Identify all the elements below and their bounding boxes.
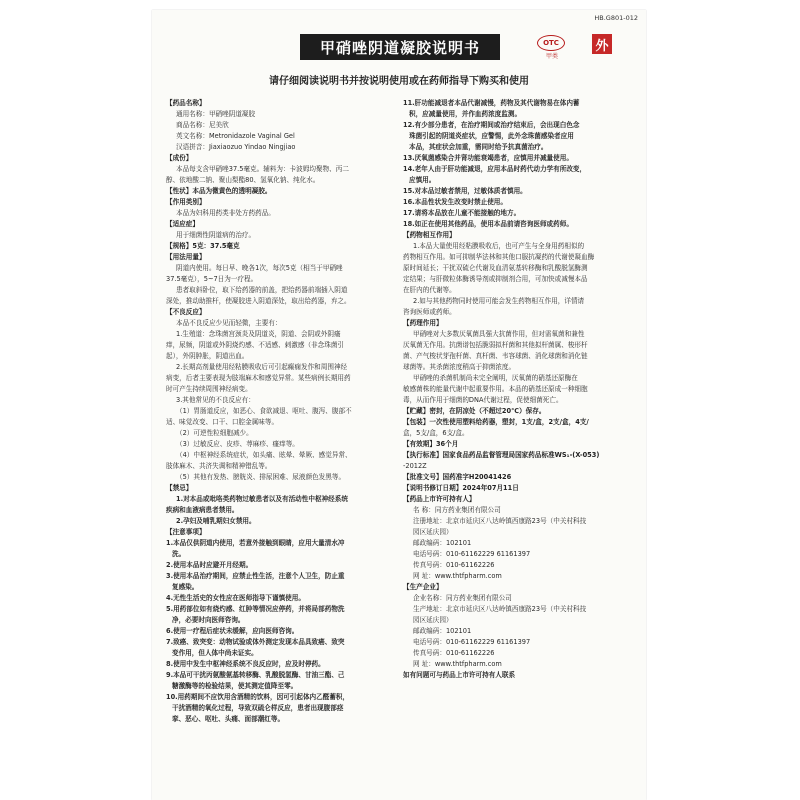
text-line: 邮政编码：102101 bbox=[413, 539, 472, 547]
text-line: 菌、产气梭状芽孢杆菌、真杆菌、韦容球菌、消化球菌和消化链 bbox=[403, 352, 588, 360]
text-line: 球菌等。其杀菌浓度稍高于抑菌浓度。 bbox=[403, 363, 516, 371]
text-line: 时可产生持续周围神经病变。 bbox=[166, 385, 252, 393]
text-line: 盒，5支/盒，6支/盒。 bbox=[403, 429, 469, 437]
text-line: 2.长期高剂量使用经粘膜吸收后可引起癫痫发作和周围神经 bbox=[176, 363, 348, 371]
text-line: 1.本品大量使用经粘膜吸收后，也可产生与全身用药相似的 bbox=[413, 242, 585, 250]
text-line: 毒，从而作用于细菌的DNA代谢过程，促使细菌死亡。 bbox=[403, 396, 563, 404]
reading-notice: 请仔细阅读说明书并按说明使用或在药师指导下购买和使用 bbox=[269, 76, 529, 87]
text-line: 患者取斜卧位，取下给药器的前盖，把给药器前端插入阴道 bbox=[176, 286, 348, 294]
text-line: 定结果；与肝微粒体酶诱导剂或抑制剂合用，可加快或减慢本品 bbox=[403, 275, 588, 283]
text-line: 【禁忌】 bbox=[166, 484, 193, 492]
otc-class-label: 甲类 bbox=[545, 53, 558, 60]
text-line: 网 址：www.thtfpharm.com bbox=[413, 660, 502, 668]
text-line: 【批准文号】国药准字H20041426 bbox=[403, 473, 512, 481]
text-line: （4）中枢神经系统症状，如头痛、眩晕、晕厥、感觉异常、 bbox=[176, 451, 352, 459]
external-use-mark: 外 bbox=[592, 34, 612, 54]
text-line: 名 称：同方药业集团有限公司 bbox=[413, 506, 501, 514]
text-line: 肢体麻木、共济失调和精神错乱等。 bbox=[166, 462, 272, 470]
text-line: 英文名称：Metronidazole Vaginal Gel bbox=[176, 132, 295, 140]
text-line: 适、味觉改变、口干、口腔金属味等。 bbox=[166, 418, 279, 426]
text-line: 园区延庆园） bbox=[413, 528, 453, 536]
text-line: -2012Z bbox=[403, 462, 427, 470]
text-line: 7.致癌、致突变：动物试验或体外测定发现本品具致癌、致突 bbox=[166, 638, 345, 646]
text-line: 【药品上市许可持有人】 bbox=[403, 495, 476, 503]
text-line: 生产地址：北京市延庆区八达岭镇西康路23号（中关村科技 bbox=[413, 605, 587, 613]
text-line: 传真号码：010-61162226 bbox=[413, 649, 495, 657]
text-line: 本品不良反应少见而轻微，主要有： bbox=[176, 319, 282, 327]
text-line: 应慎用。 bbox=[409, 176, 436, 184]
text-line: 变作用，但人体中尚未证实。 bbox=[172, 649, 258, 657]
text-line: 【生产企业】 bbox=[403, 583, 443, 591]
text-line: 电话号码：010-61162229 61161397 bbox=[413, 638, 531, 646]
text-line: 原时间延长；干扰双硫仑代谢及血清氨基转移酶和乳酸脱氢酶测 bbox=[403, 264, 588, 272]
text-line: 电话号码：010-61162229 61161397 bbox=[413, 550, 531, 558]
text-line: 阴道内使用。每日早、晚各1次，每次5克（相当于甲硝唑 bbox=[176, 264, 343, 272]
text-line: 敏感菌株的能量代谢中起重要作用。本品的硝基还原成一种细胞 bbox=[403, 385, 588, 393]
left-column bbox=[166, 98, 398, 725]
text-line: 本品，其症状会加重，需同时给予抗真菌治疗。 bbox=[409, 143, 548, 151]
text-line: 醇、依地酸二钠、聚山梨酯80、氢氧化钠、纯化水。 bbox=[166, 176, 320, 184]
text-line: （2）可逆性粒细胞减少。 bbox=[176, 429, 253, 437]
leaflet-title: 甲硝唑阴道凝胶说明书 bbox=[300, 34, 500, 60]
text-line: 12.有少部分患者，在治疗期间或治疗结束后，会出现白色念 bbox=[403, 121, 580, 129]
text-line: 药物相互作用。如可抑制华法林和其他口服抗凝药的代谢使凝血酶 bbox=[403, 253, 595, 261]
otc-badge: OTC bbox=[537, 35, 565, 51]
text-line: 【药物相互作用】 bbox=[403, 231, 456, 239]
text-line: 6.使用一疗程后症状未缓解，应向医师咨询。 bbox=[166, 627, 299, 635]
text-line: 在肝内的代谢等。 bbox=[403, 286, 456, 294]
text-line: 咨询医师或药师。 bbox=[403, 308, 456, 316]
text-line: 甲硝唑对大多数厌氧菌具强大抗菌作用，但对需氧菌和兼性 bbox=[413, 330, 585, 338]
text-line: 病变，后者主要表现为肢端麻木和感觉异常。某些病例长期用药 bbox=[166, 374, 351, 382]
text-line: 【作用类别】 bbox=[166, 198, 206, 206]
text-line: 糖激酶等的检验结果，使其测定值降至零。 bbox=[172, 682, 298, 690]
text-line: 16.本品性状发生改变时禁止使用。 bbox=[403, 198, 507, 206]
text-line: 15.对本品过敏者禁用，过敏体质者慎用。 bbox=[403, 187, 527, 195]
text-line: 1.对本品或吡咯类药物过敏患者以及有活动性中枢神经系统 bbox=[176, 495, 348, 503]
text-line: 积，应减量使用，并作血药浓度监测。 bbox=[409, 110, 522, 118]
text-line: 疾病和血液病患者禁用。 bbox=[166, 506, 239, 514]
text-line: 【药理作用】 bbox=[403, 319, 443, 327]
text-line: 2.孕妇及哺乳期妇女禁用。 bbox=[176, 517, 256, 525]
text-line: 企业名称：同方药业集团有限公司 bbox=[413, 594, 512, 602]
text-line: 用于细菌性阴道病的治疗。 bbox=[176, 231, 256, 239]
text-line: 【不良反应】 bbox=[166, 308, 206, 316]
leaflet-sheet bbox=[152, 10, 646, 800]
text-line: 【规格】5克：37.5毫克 bbox=[166, 242, 240, 250]
text-line: 【贮藏】密封，在阴凉处（不超过20℃）保存。 bbox=[403, 407, 546, 415]
text-line: 2.使用本品时应避开月经期。 bbox=[166, 561, 253, 569]
text-line: 珠菌引起的阴道炎症状，应警惕，此外念珠菌感染者应用 bbox=[409, 132, 574, 140]
text-line: 邮政编码：102101 bbox=[413, 627, 472, 635]
text-line: 洗。 bbox=[172, 550, 186, 558]
text-line: 【说明书修订日期】2024年07月11日 bbox=[403, 484, 519, 492]
text-line: 【用法用量】 bbox=[166, 253, 206, 261]
text-line: 2.如与其他药物同时使用可能会发生药物相互作用，详情请 bbox=[413, 297, 585, 305]
text-line: 【有效期】36个月 bbox=[403, 440, 459, 448]
text-line: 【性状】本品为微黄色的透明凝胶。 bbox=[166, 187, 272, 195]
text-line: 园区延庆园） bbox=[413, 616, 453, 624]
text-line: 【适应症】 bbox=[166, 220, 199, 228]
text-line: 9.本品可干扰丙氨酸氨基转移酶、乳酸脱氢酶、甘油三酯、己 bbox=[166, 671, 345, 679]
text-line: 干扰酒精的氧化过程，导致双硫仑样反应，患者出现腹部痉 bbox=[172, 704, 344, 712]
text-line: 本品每支含甲硝唑37.5毫克。辅料为：卡波姆均聚物、丙二 bbox=[176, 165, 349, 173]
text-line: 14.老年人由于肝功能减退，应用本品时药代动力学有所改变， bbox=[403, 165, 587, 173]
text-line: 甲硝唑的杀菌机制尚未完全阐明，厌氧菌的硝基还原酶在 bbox=[413, 374, 578, 382]
text-line: 4.无性生活史的女性应在医师指导下谨慎使用。 bbox=[166, 594, 305, 602]
text-line: 8.使用中发生中枢神经系统不良反应时，应及时停药。 bbox=[166, 660, 325, 668]
text-line: 深处，推动助推杆，使凝胶进入阴道深处，取出给药器，弃之。 bbox=[166, 297, 351, 305]
text-line: 挛、恶心、呕吐、头痛、面部潮红等。 bbox=[172, 715, 285, 723]
text-line: 起），外阴肿胀，阴道出血。 bbox=[166, 352, 249, 360]
text-line: 17.请将本品放在儿童不能接触的地方。 bbox=[403, 209, 521, 217]
text-line: 本品为妇科用药类非处方药药品。 bbox=[176, 209, 275, 217]
text-line: 3.其他常见的不良反应有： bbox=[176, 396, 255, 404]
text-line: （5）其他有发热、膀胱炎、排尿困难、尿液颜色发黑等。 bbox=[176, 473, 346, 481]
document-code: HB.G801-012 bbox=[594, 14, 638, 22]
text-line: 【执行标准】国家食品药品监督管理局国家药品标准WS₁-(X-053) bbox=[403, 451, 600, 459]
text-line: 【成份】 bbox=[166, 154, 193, 162]
text-line: 【注意事项】 bbox=[166, 528, 206, 536]
text-line: （3）过敏反应、皮疹、荨麻疹、瘙痒等。 bbox=[176, 440, 299, 448]
text-line: 1.本品仅供阴道内使用，若意外接触到眼睛，应用大量清水冲 bbox=[166, 539, 345, 547]
text-line: 5.用药部位如有烧灼感、红肿等情况应停药，并将局部药物洗 bbox=[166, 605, 345, 613]
text-line: 厌氧菌无作用。抗菌谱包括脆弱拟杆菌和其他拟杆菌属、梭形杆 bbox=[403, 341, 588, 349]
text-line: 【药品名称】 bbox=[166, 99, 206, 107]
text-line: 37.5毫克），5~7日为一疗程。 bbox=[166, 275, 258, 283]
text-line: 1.生殖道：念珠菌宫颈炎及阴道炎，阴道、会阴或外阴瘙 bbox=[176, 330, 341, 338]
text-line: 18.如正在使用其他药品，使用本品前请咨询医师或药师。 bbox=[403, 220, 573, 228]
text-line: 如有问题可与药品上市许可持有人联系 bbox=[403, 671, 516, 679]
right-column bbox=[403, 98, 635, 681]
text-line: 11.肝功能减退者本品代谢减慢，药物及其代谢物易在体内蓄 bbox=[403, 99, 580, 107]
text-line: 网 址：www.thtfpharm.com bbox=[413, 572, 502, 580]
text-line: 商品名称：尼美欣 bbox=[176, 121, 229, 129]
text-line: 3.使用本品治疗期间，应禁止性生活，注意个人卫生，防止重 bbox=[166, 572, 345, 580]
text-line: 净，必要时向医师咨询。 bbox=[172, 616, 245, 624]
text-line: 注册地址：北京市延庆区八达岭镇西康路23号（中关村科技 bbox=[413, 517, 587, 525]
text-line: 【包装】一次性使用塑料给药器，塑封，1支/盒，2支/盒，4支/ bbox=[403, 418, 589, 426]
text-line: 复感染。 bbox=[172, 583, 199, 591]
text-line: 通用名称：甲硝唑阴道凝胶 bbox=[176, 110, 256, 118]
text-line: 汉语拼音：Jiaxiaozuo Yindao Ningjiao bbox=[176, 143, 296, 151]
text-line: 痒，尿频，阴道或外阴烧灼感、不适感、刺激感（非念珠菌引 bbox=[166, 341, 345, 349]
text-line: （1）胃肠道反应，如恶心、食欲减退、呕吐、腹泻、腹部不 bbox=[176, 407, 352, 415]
text-line: 13.厌氧菌感染合并肾功能衰竭患者，应慎用并减量使用。 bbox=[403, 154, 573, 162]
text-line: 传真号码：010-61162226 bbox=[413, 561, 495, 569]
text-line: 10.用药期间不应饮用含酒精的饮料，因可引起体内乙醛蓄积， bbox=[166, 693, 350, 701]
